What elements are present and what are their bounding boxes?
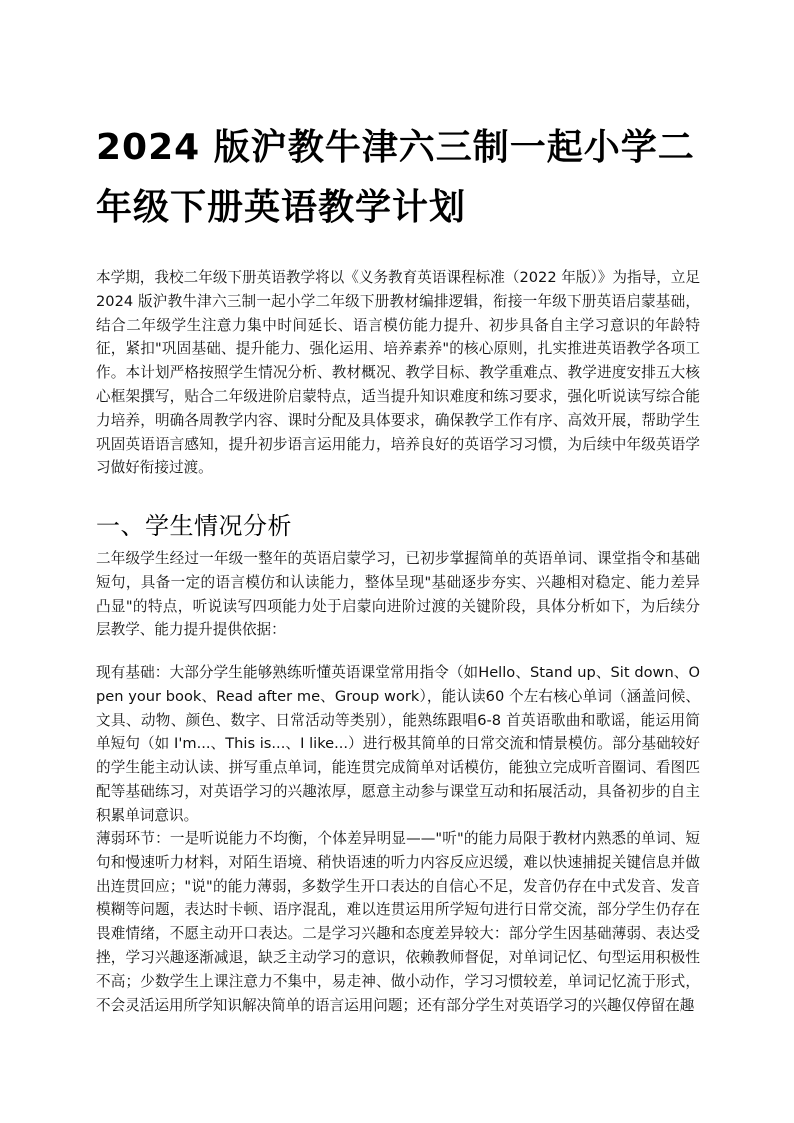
weak-points-paragraph: 薄弱环节：一是听说能力不均衡，个体差异明显——"听"的能力局限于教材内熟悉的单词、短句和慢速听力材料，对陌生语境、稍快语速的听力内容反应迟缓，难以快速捕捉关键信息并做出连贯回应；"说"的能力薄弱，多数学生开口表达的自信心不足，发音仍存在中式发音、发音模糊等问题，表达时卡顿、语序混乱，难以连贯运用所学短句进行日常交流，部分学生仍存在畏难情绪，不愿主动开口表达。二是学习兴趣和态度差异较大：部分学生因基础薄弱、表达受挫，学习兴趣逐渐减退，缺乏主动学习的意识，依赖教师督促，对单词记忆、句型运用积极性不高；少数学生上课注意力不集中，易走神、做小动作，学习习惯较差，单词记忆流于形式，不会灵活运用所学知识解决简单的语言运用问题；还有部分学生对英语学习的兴趣仅停留在趣	[96, 830, 700, 1014]
document-title: 2024 版沪教牛津六三制一起小学二年级下册英语教学计划	[96, 127, 695, 228]
section-heading-student-analysis: 一、学生情况分析	[96, 512, 292, 540]
existing-foundation-paragraph: 现有基础：大部分学生能够熟练听懂英语课堂常用指令（如Hello、Stand up、Sit down、Open your book、Read after me、Group work），能认读60 个左右核心单词（涵盖问候、文具、动物、颜色、数字、日常活动等类别），能熟练跟唱6-8 首英语歌曲和歌谣，能运用简单短句（如 I'm...、This is...、I like...）进行极其简单的日常交流和情景模仿。部分基础较好的学生能主动认读、拼写重点单词，能连贯完成简单对话模仿，能独立完成听音圈词、看图匹配等基础练习，对英语学习的兴趣浓厚，愿意主动参与课堂互动和拓展活动，具备初步的自主积累单词意识。	[96, 664, 700, 824]
student-analysis-overview-paragraph: 二年级学生经过一年级一整年的英语启蒙学习，已初步掌握简单的英语单词、课堂指令和基础短句，具备一定的语言模仿和认读能力，整体呈现"基础逐步夯实、兴趣相对稳定、能力差异凸显"的特点，听说读写四项能力处于启蒙向进阶过渡的关键阶段，具体分析如下，为后续分层教学、能力提升提供依据：	[96, 550, 700, 639]
intro-paragraph: 本学期，我校二年级下册英语教学将以《义务教育英语课程标准（2022 年版）》为指导，立足 2024 版沪教牛津六三制一起小学二年级下册教材编排逻辑，衔接一年级下册英语启蒙基础，结合二年级学生注意力集中时间延长、语言模仿能力提升、初步具备自主学习意识的年龄特征，紧扣"巩固基础、提升能力、强化运用、培养素养"的核心原则，扎实推进英语教学各项工作。本计划严格按照学生情况分析、教材概况、教学目标、教学重难点、教学进度安排五大核心框架撰写，贴合二年级进阶启蒙特点，适当提升知识难度和练习要求，强化听说读写综合能力培养，明确各周教学内容、课时分配及具体要求，确保教学工作有序、高效开展，帮助学生巩固英语语言感知，提升初步语言运用能力，培养良好的英语学习习惯，为后续中年级英语学习做好衔接过渡。	[96, 269, 700, 477]
